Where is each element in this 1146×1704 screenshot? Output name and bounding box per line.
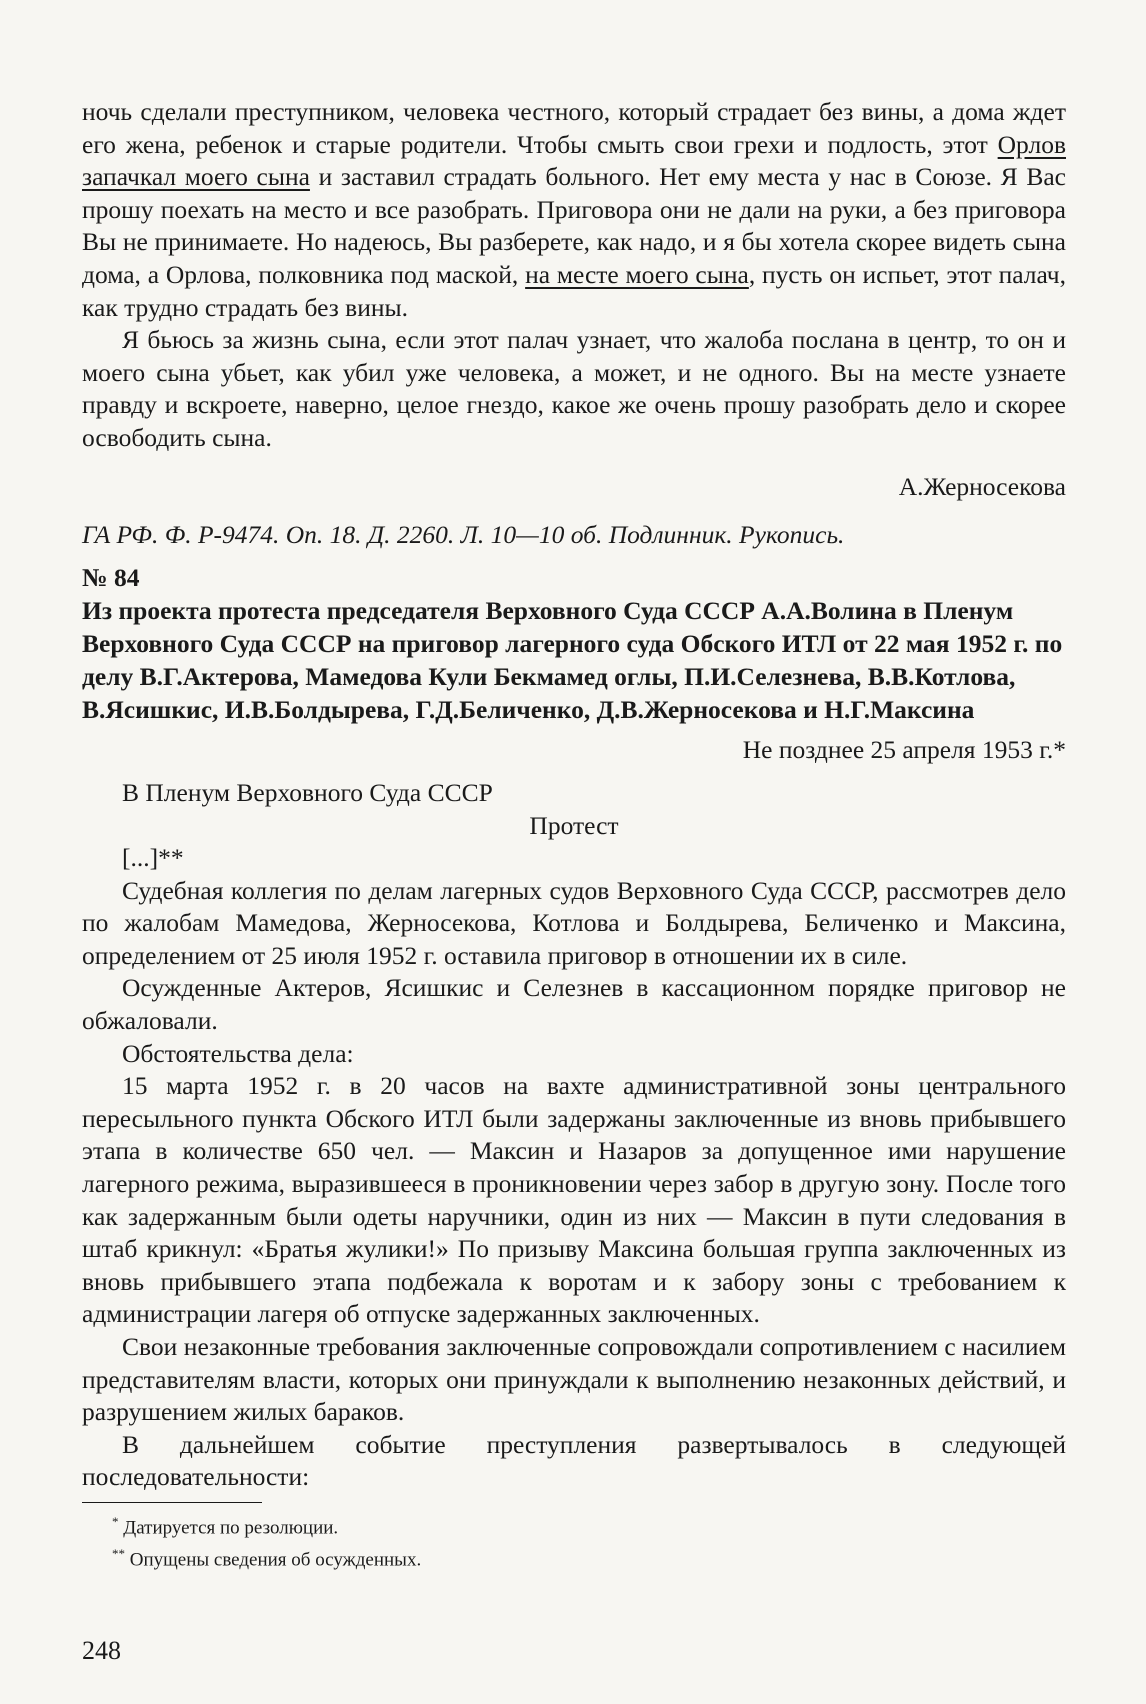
footnote-marker: ** xyxy=(158,843,184,873)
page-number: 248 xyxy=(82,1636,121,1665)
text-run: , пусть он испьет, этот палач, как трудно страдать без вины. xyxy=(82,259,1067,322)
omission-text: [...] xyxy=(122,843,159,873)
letter-paragraph-1 xyxy=(82,96,1066,324)
document-title: Из проекта протеста председателя Верховного Суда СССР А.А.Волина в Пленум Верховного Суда СССР на приговор лагерного суда Обского ИТЛ от 22 мая 1952 г. по делу В.Г.Актерова, Мамедова Кули Бекмамед оглы, П.И.Селезнева, В.В.Котлова, В.Ясишкис, И.В.Болдырева, Г.Д.Беличенко, Д.В.Жерносекова и Н.Г.Максина xyxy=(82,596,1063,725)
body-paragraph: В дальнейшем событие преступления развертывалось в следующей последовательности: xyxy=(82,1429,1066,1492)
body-paragraph: Свои незаконные требования заключенные сопровождали сопротивлением с насилием представителям власти, которых они принуждали к выполнению незаконных действий, и разрушением жилых бараков. xyxy=(82,1332,1066,1427)
footnote-text: Опущены сведения об осужденных. xyxy=(129,1549,422,1571)
letter-paragraph-2: Я бьюсь за жизнь сына, если этот палач узнает, что жалоба послана в центр, то он и моего сына убьет, как убил уже человека, а может, и не одного. Вы на месте узнаете правду и вскроете, наверно, целое гнездо, какое же очень прошу разобрать дело и скорее освободить сына. xyxy=(82,325,1066,452)
footnote-marker: * xyxy=(1053,735,1066,765)
document-number: № 84 xyxy=(82,562,140,592)
text-run: ночь сделали преступником, человека честного, который страдает без вины, а дома ждет его жена, ребенок и старые родители. Чтобы смыть свои грехи и подлость, этот xyxy=(82,97,1066,159)
text-run: и заставил страдать больного. Нет ему места у нас в Союзе. Я Вас прошу поехать на место и все разобрать. Приговора они не дали на руки, а без приговора Вы не принимаете. Но надеюсь, Вы разберете, как надо, и я бы хотела скорее видеть сына дома, а Орлова, полковника под маской, xyxy=(82,162,1066,289)
footnote-divider xyxy=(82,1502,262,1503)
protest-heading: Протест xyxy=(529,810,619,840)
underlined-text: Орлов запачкал моего сына xyxy=(82,129,1066,192)
footnote xyxy=(112,1541,1066,1573)
footnotes xyxy=(82,1509,1066,1574)
footnote-marker: * xyxy=(112,1513,119,1529)
body-paragraph: Осужденные Актеров, Ясишкис и Селезнев в кассационном порядке приговор не обжаловали. xyxy=(82,973,1066,1036)
document-page xyxy=(82,96,1066,1574)
body-paragraph: Обстоятельства дела: xyxy=(122,1038,354,1068)
omission-marker xyxy=(122,842,1066,875)
footnote-text: Датируется по резолюции. xyxy=(123,1517,339,1539)
underlined-text: на месте моего сына xyxy=(525,259,749,289)
addressee: В Пленум Верховного Суда СССР xyxy=(122,777,493,807)
body-paragraph: 15 марта 1952 г. в 20 часов на вахте административной зоны центрального пересыльного пункта Обского ИТЛ были задержаны заключенные из вновь прибывшего этапа в количестве 650 чел. — Максин и Назаров за допущенное ими нарушение лагерного режима, выразившееся в проникновении через забор в другую зону. После того как задержанным были одеты наручники, один из них — Максин в пути следования в штаб крикнул: «Братья жулики!» По призыву Максина большая группа заключенных из вновь прибывшего этапа подбежала к воротам и к забору зоны с требованием к администрации лагеря об отпуске задержанных заключенных. xyxy=(82,1071,1066,1329)
body-paragraph: Судебная коллегия по делам лагерных судов Верховного Суда СССР, рассмотрев дело по жалобам Мамедова, Жерносекова, Котлова и Болдырева, Беличенко и Максина, определением от 25 июля 1952 г. оставила приговор в отношении их в силе. xyxy=(82,875,1066,970)
footnote-marker: ** xyxy=(112,1546,125,1562)
date-text: Не позднее 25 апреля 1953 г. xyxy=(742,735,1054,765)
archive-reference: ГА РФ. Ф. Р-9474. Оп. 18. Д. 2260. Л. 10—10 об. Подлинник. Рукопись. xyxy=(82,520,845,550)
document-date xyxy=(82,734,1066,767)
footnote xyxy=(112,1509,1066,1541)
signature: А.Жерносекова xyxy=(898,471,1066,501)
